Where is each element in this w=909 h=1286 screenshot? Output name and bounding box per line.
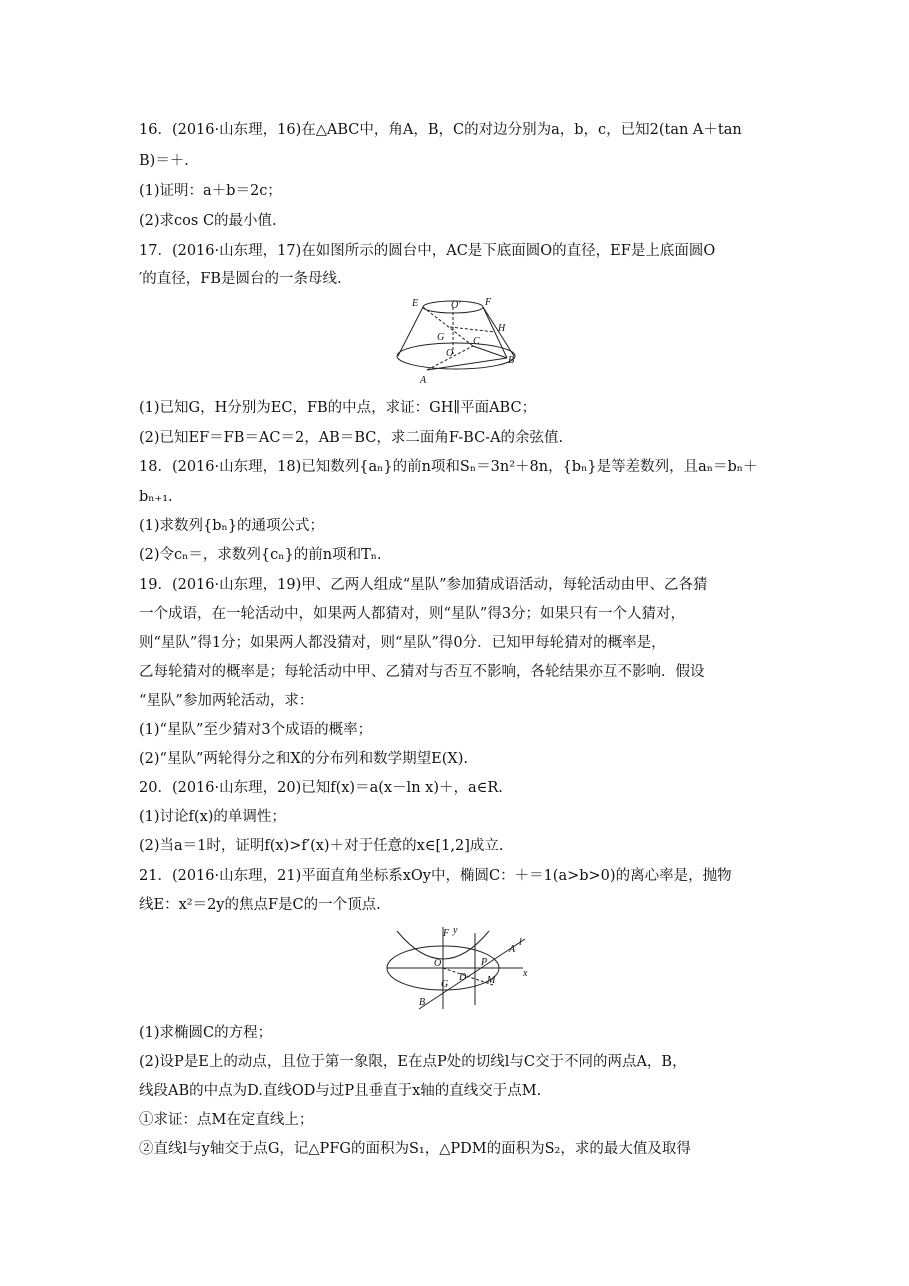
label-F: F [443, 928, 450, 939]
problem-19-line-3: 则“星队”得1分；如果两人都没猜对，则“星队”得0分．已知甲每轮猜对的概率是， [139, 635, 666, 651]
problem-19-line-1: 19．(2016·山东理，19)甲、乙两人组成“星队”参加猜成语活动，每轮活动由甲、乙各猜 [139, 577, 708, 593]
problem-16-part-1: (1)证明：a＋b＝2c； [139, 183, 282, 199]
problem-17-part-2: (2)已知EF＝FB＝AC＝2，AB＝BC，求二面角F-BC-A的余弦值. [139, 430, 564, 446]
problem-17-line-1: 17．(2016·山东理，17)在如图所示的圆台中，AC是下底面圆O的直径，EF是上底面圆O [139, 243, 716, 259]
problem-19-line-5: “星队”参加两轮活动，求： [139, 693, 314, 709]
problem-21-part-1: (1)求椭圆C的方程； [139, 1025, 273, 1041]
problem-18-part-2: (2)令cₙ＝，求数列{cₙ}的前n项和Tₙ. [139, 547, 382, 563]
problem-16-line-1: 16．(2016·山东理，16)在△ABC中，角A，B，C的对边分别为a，b，c，已知2(tan A＋tan [139, 122, 742, 138]
label-C: C [473, 336, 480, 347]
label-y: y [453, 925, 458, 936]
label-x: x [523, 968, 528, 979]
problem-19-part-1: (1)“星队”至少猜对3个成语的概率； [139, 722, 373, 738]
label-O: O [434, 958, 442, 969]
label-O-prime: O′ [451, 300, 461, 311]
problem-20-line-1: 20．(2016·山东理，20)已知f(x)＝a(x－ln x)＋，a∈R. [139, 780, 503, 796]
problem-21-line-1: 21．(2016·山东理，21)平面直角坐标系xOy中，椭圆C：＋＝1(a>b>0)的离心率是，抛物 [139, 868, 732, 884]
problem-21-subpart-2: ②直线l与y轴交于点G，记△PFG的面积为S₁，△PDM的面积为S₂，求的最大值及取得 [139, 1141, 691, 1157]
problem-19-line-4: 乙每轮猜对的概率是；每轮活动中甲、乙猜对与否互不影响，各轮结果亦互不影响．假设 [139, 664, 705, 680]
label-D: D [459, 972, 467, 983]
problem-21-part-2-line-2: 线段AB的中点为D.直线OD与过P且垂直于x轴的直线交于点M. [139, 1083, 542, 1099]
problem-16-line-2: B)＝＋. [139, 153, 189, 169]
problem-21-part-2-line-1: (2)设P是E上的动点，且位于第一象限，E在点P处的切线l与C交于不同的两点A，B， [139, 1054, 687, 1070]
label-M: M [487, 975, 496, 986]
label-F: F [485, 297, 492, 308]
label-O: O [446, 348, 454, 359]
ellipse-parabola-figure [383, 925, 531, 1011]
label-B: B [508, 355, 515, 366]
label-B: B [419, 997, 426, 1008]
frustum-figure [395, 296, 525, 388]
problem-21-subpart-1: ①求证：点M在定直线上； [139, 1112, 314, 1128]
problem-21-line-2: 线E：x²＝2y的焦点F是C的一个顶点. [139, 897, 381, 913]
label-A: A [509, 944, 516, 955]
problem-16-part-2: (2)求cos C的最小值. [139, 213, 277, 229]
label-E: E [412, 298, 419, 309]
problem-17-part-1: (1)已知G，H分别为EC，FB的中点，求证：GH∥平面ABC； [139, 400, 537, 416]
label-G: G [437, 332, 445, 343]
problem-20-part-1: (1)讨论f(x)的单调性； [139, 809, 286, 825]
label-P: P [481, 957, 488, 968]
problem-18-line-2: bₙ₊₁. [139, 489, 173, 505]
label-l: l [519, 937, 522, 948]
problem-17-line-2: ′的直径，FB是圆台的一条母线. [139, 271, 342, 287]
problem-20-part-2: (2)当a＝1时，证明f(x)>f′(x)＋对于任意的x∈[1,2]成立. [139, 838, 504, 854]
label-H: H [498, 323, 506, 334]
problem-19-part-2: (2)“星队”两轮得分之和X的分布列和数学期望E(X). [139, 751, 469, 767]
problem-19-line-2: 一个成语，在一轮活动中，如果两人都猜对，则“星队”得3分；如果只有一个人猜对， [139, 606, 686, 622]
label-G: G [441, 979, 449, 990]
problem-18-part-1: (1)求数列{bₙ}的通项公式； [139, 518, 325, 534]
problem-18-line-1: 18．(2016·山东理，18)已知数列{aₙ}的前n项和Sₙ＝3n²＋8n，{bₙ}是等差数列，且aₙ＝bₙ＋ [139, 459, 758, 475]
label-A: A [420, 375, 427, 386]
